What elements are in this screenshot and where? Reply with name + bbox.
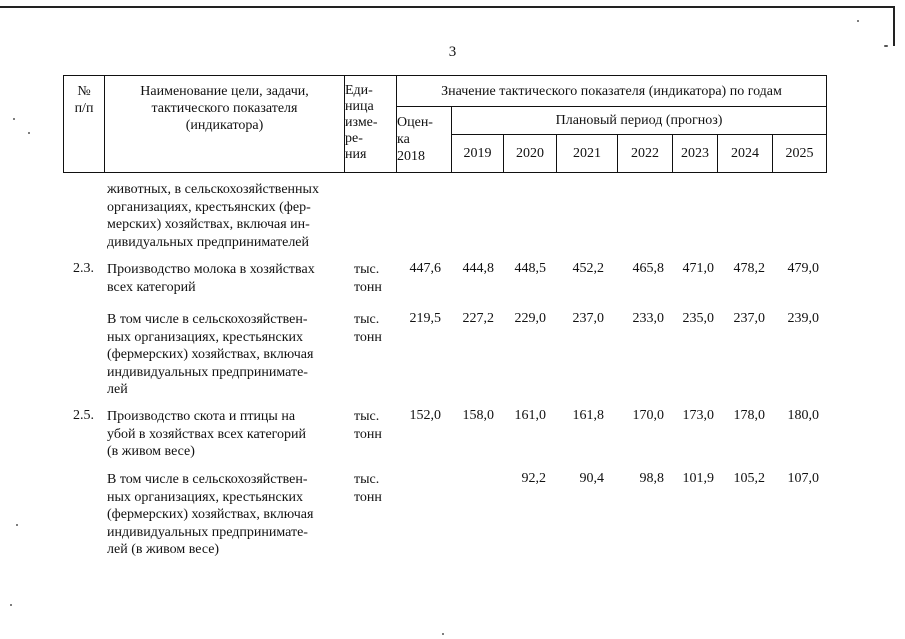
unit-cell: тыс. тонн <box>354 312 382 345</box>
year-value: 229,0 <box>514 311 546 326</box>
header-value-group: Значение тактического показателя (индикатора) по годам <box>441 83 782 99</box>
indicator-name: Производство скота и птицы на убой в хозяйствах всех категорий (в живом весе) <box>107 409 307 459</box>
year-value: 471,0 <box>682 261 714 276</box>
indicator-name: животных, в сельскохозяйственных организациях, крестьянских (фер- мерских) хозяйствах, включая ин- дивидуальных предпринимателей <box>107 182 319 250</box>
scan-speck <box>13 118 15 120</box>
header-year: 2022 <box>631 146 659 161</box>
scan-speck <box>857 20 859 22</box>
header-year: 2023 <box>681 146 709 161</box>
year-value: 452,2 <box>572 261 604 276</box>
year-value: 178,0 <box>733 408 765 423</box>
year-value: 237,0 <box>572 311 604 326</box>
year-value: 465,8 <box>632 261 664 276</box>
header-plan-group: Плановый период (прогноз) <box>555 113 723 128</box>
year-value: 161,8 <box>572 408 604 423</box>
page-number: 3 <box>448 44 457 60</box>
year-value: 92,2 <box>521 471 546 486</box>
header-num: № п/п <box>74 84 94 116</box>
year-value: 170,0 <box>632 408 664 423</box>
year-value: 101,9 <box>682 471 714 486</box>
year-value: 105,2 <box>733 471 765 486</box>
header-name: Наименование цели, задачи, тактического показателя (индикатора) <box>140 84 309 133</box>
year-value: 235,0 <box>682 311 714 326</box>
row-number: 2.5. <box>73 408 94 423</box>
header-year: 2019 <box>463 146 492 161</box>
year-value: 478,2 <box>733 261 765 276</box>
indicator-name: В том числе в сельскохозяйствен- ных организациях, крестьянских (фермерских) хозяйствах, включая индивидуальных предпринимате- лей <box>107 312 314 397</box>
header-year: 2020 <box>516 146 544 161</box>
indicator-name: В том числе в сельскохозяйствен- ных организациях, крестьянских (фермерских) хозяйствах, включая индивидуальных предпринимате- лей (в живом весе) <box>107 472 314 557</box>
year-value: 158,0 <box>462 408 494 423</box>
scan-speck <box>442 633 444 635</box>
unit-cell: тыс. тонн <box>354 409 382 442</box>
unit-cell: тыс. тонн <box>354 472 382 505</box>
year-value: 444,8 <box>462 261 494 276</box>
year-value: 479,0 <box>787 261 819 276</box>
header-year: 2025 <box>785 146 814 161</box>
year-value: 161,0 <box>514 408 546 423</box>
year-value: 227,2 <box>462 311 494 326</box>
year-value: 90,4 <box>579 471 604 486</box>
year-value: 448,5 <box>514 261 546 276</box>
estimate-value: 152,0 <box>409 408 441 423</box>
year-value: 239,0 <box>787 311 819 326</box>
indicator-name: Производство молока в хозяйствах всех категорий <box>107 262 315 295</box>
scan-speck <box>28 132 30 134</box>
scan-speck <box>16 524 18 526</box>
row-number: 2.3. <box>73 261 94 276</box>
unit-cell: тыс. тонн <box>354 262 382 295</box>
scan-edge-line <box>893 6 895 46</box>
year-value: 180,0 <box>787 408 819 423</box>
header-year: 2024 <box>731 146 759 161</box>
year-value: 237,0 <box>733 311 765 326</box>
year-value: 98,8 <box>639 471 664 486</box>
scan-speck <box>10 604 12 606</box>
header-unit: Еди- ница изме- ре- ния <box>345 83 378 162</box>
year-value: 107,0 <box>787 471 819 486</box>
year-value: 173,0 <box>682 408 714 423</box>
estimate-value: 447,6 <box>409 261 441 276</box>
year-value: 233,0 <box>632 311 664 326</box>
estimate-value: 219,5 <box>409 311 441 326</box>
scan-edge-line <box>0 6 895 8</box>
header-estimate: Оцен- ка 2018 <box>397 115 433 164</box>
header-year: 2021 <box>573 146 601 161</box>
